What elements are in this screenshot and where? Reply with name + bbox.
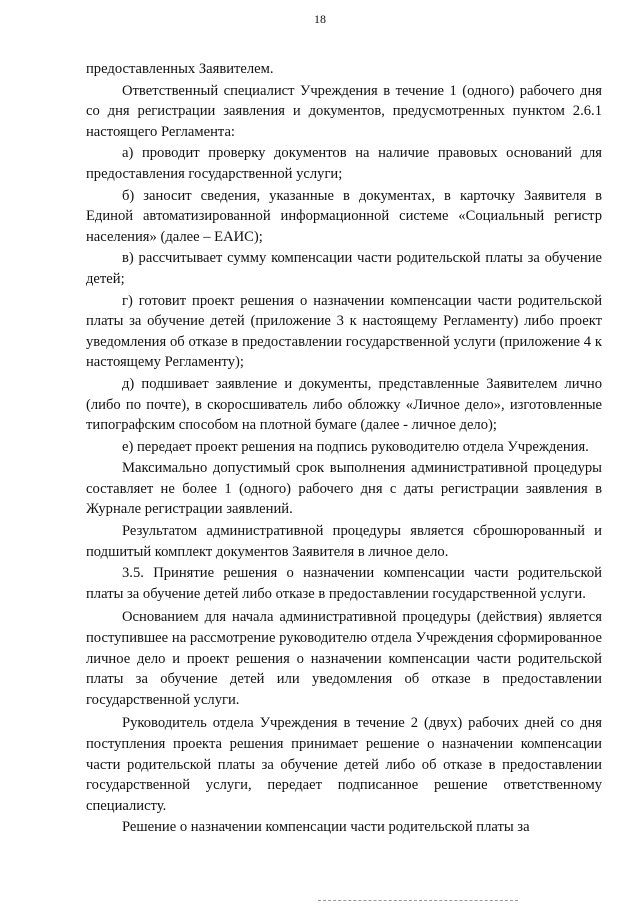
list-item-g: г) готовит проект решения о назначении компенсации части родительской платы за обучение детей (приложение 3 к настоящему Регламенту) либо проект уведомления об отказе в предоставлении государственной услуги (приложение 4 к настоящему Регламенту); [86,292,602,371]
list-item-v: в) рассчитывает сумму компенсации части родительской платы за обучение детей; [86,250,602,287]
paragraph-responsible-specialist: Ответственный специалист Учреждения в течение 1 (одного) рабочего дня со дня регистрации заявления и документов, предусмотренных пунктом 2.6.1 настоящего Регламента: [86,82,602,140]
paragraph-result: Результатом административной процедуры является сброшюрованный и подшитый комплект документов Заявителя в личное дело. [86,523,602,560]
paragraph-department-head: Руководитель отдела Учреждения в течение 2 (двух) рабочих дней со дня поступления проекта решения принимает решение о назначении компенсации части родительской платы за обучение детей либо об отказе в предоставлении государственной услуги, передает подписанное решение ответственному специалисту. [86,715,602,814]
list-item-a: а) проводит проверку документов на наличие правовых оснований для предоставления государственной услуги; [86,145,602,182]
paragraph-basis: Основанием для начала административной процедуры (действия) является поступившее на рассмотрение руководителю отдела Учреждения сформированное личное дело и проект решения о назначении компенсации части родительской платы за обучение детей или уведомления об отказе в предоставлении государственной услуги. [86,609,602,708]
document-body [86,59,602,839]
list-item-d: д) подшивает заявление и документы, представленные Заявителем лично (либо по почте), в скоросшиватель либо обложку «Личное дело», изготовленные типографским способом на плотной бумаге (далее - личное дело); [86,375,602,434]
paragraph-decision: Решение о назначении компенсации части родительской платы за [122,819,530,836]
paragraph-max-duration: Максимально допустимый срок выполнения административной процедуры составляет не более 1 (одного) рабочего дня с даты регистрации заявления в Журнале регистрации заявлений. [86,460,602,518]
page-number: 18 [314,12,326,26]
list-item-e: е) передает проект решения на подпись руководителю отдела Учреждения. [122,438,589,455]
paragraph-continuation: предоставленных Заявителем. [86,61,274,77]
list-item-b: б) заносит сведения, указанные в документах, в карточку Заявителя в Единой автоматизированной информационной системе «Социальный регистр населения» (далее – ЕАИС); [86,187,602,245]
page-bottom-divider [318,900,518,901]
section-heading-3-5: 3.5. Принятие решения о назначении компенсации части родительской платы за обучение детей либо отказе в предоставлении государственной услуги. [86,565,602,602]
